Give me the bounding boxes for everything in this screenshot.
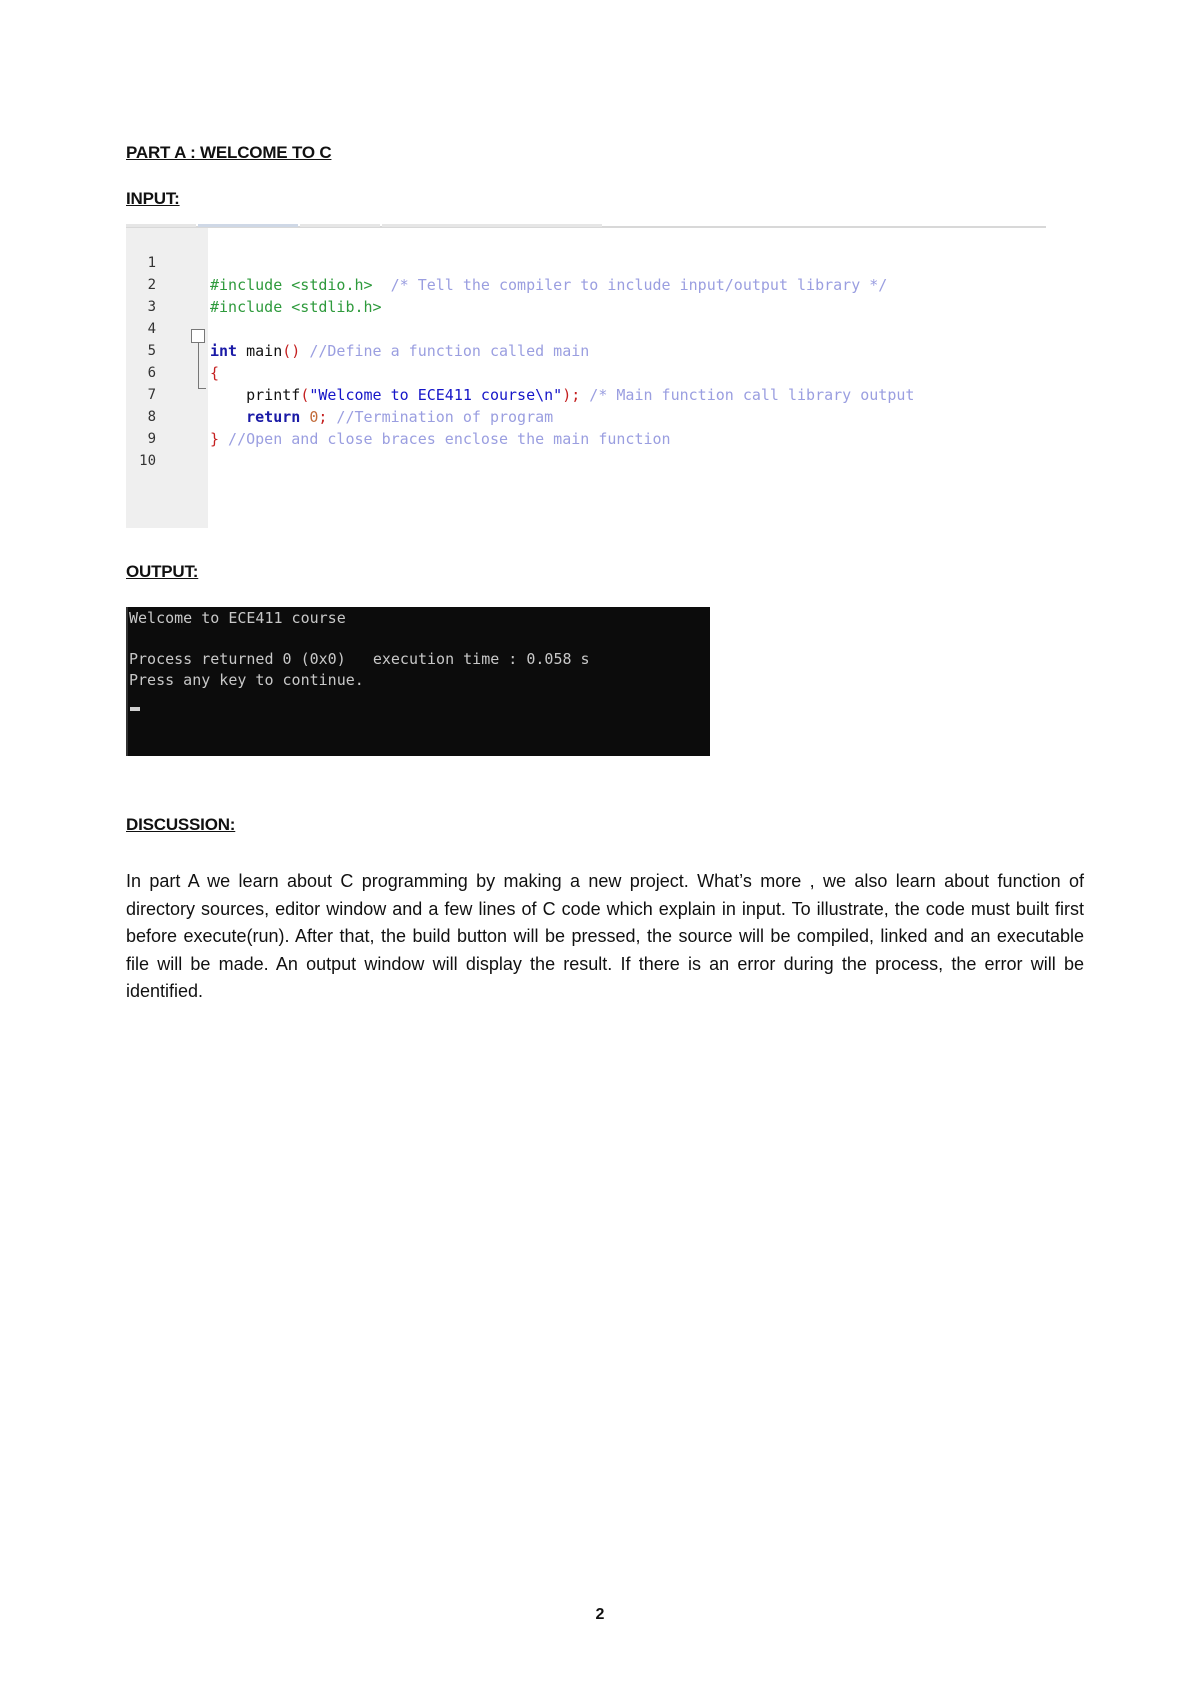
discussion-heading: DISCUSSION: [126, 815, 236, 834]
comment: /* Main function call library output [580, 386, 915, 404]
editor-tab-strip [126, 224, 1046, 228]
line-number: 8 [147, 409, 156, 425]
input-heading: INPUT: [126, 189, 180, 208]
string-literal: "Welcome to ECE411 course\n" [309, 386, 563, 404]
code-line[interactable] [126, 428, 1046, 469]
operator: ( [300, 386, 310, 404]
line-number: 5 [147, 343, 156, 359]
comment: //Termination of program [327, 408, 554, 426]
preprocessor: #include <stdlib.h> [210, 298, 382, 316]
keyword: return [210, 408, 301, 426]
line-number: 1 [147, 255, 156, 271]
line-number: 6 [147, 365, 156, 381]
console-edge [126, 607, 128, 756]
line-number: 3 [147, 299, 156, 315]
number-literal: 0 [300, 408, 319, 426]
operator: { [210, 364, 220, 382]
console-cursor [130, 707, 140, 711]
part-a-heading: PART A : WELCOME TO C [126, 143, 332, 162]
code-line[interactable] [126, 340, 1046, 404]
preprocessor: #include <stdio.h> [210, 276, 373, 294]
operator: ); [562, 386, 581, 404]
line-number: 2 [147, 277, 156, 293]
keyword: int [210, 342, 238, 360]
console-line: Press any key to continue. [129, 671, 364, 689]
code-line[interactable] [126, 296, 1046, 360]
comment: //Open and close braces enclose the main function [219, 430, 671, 448]
discussion-paragraph: In part A we learn about C programming by making a new project. What’s more , we also learn about function of directory sources, editor window and a few lines of C code which explain in input. To illustrate, the code must built first before execute(run). After that, the build button will be pressed, the source will be compiled, linked and an executable file will be made. An output window will display the result. If there is an error during the process, the error will be identified. [126, 871, 1084, 1001]
code-editor[interactable] [126, 226, 1046, 530]
console-window[interactable] [126, 607, 710, 756]
operator: } [210, 430, 220, 448]
console-line: Process returned 0 (0x0) execution time : 0.058 s [129, 650, 590, 668]
operator: () [282, 342, 301, 360]
line-number: 9 [147, 431, 156, 447]
console-line: Welcome to ECE411 course [129, 609, 346, 627]
line-number: 10 [139, 453, 156, 469]
identifier: printf [210, 386, 301, 404]
line-number: 7 [147, 387, 156, 403]
code-line[interactable] [126, 230, 1046, 294]
line-number: 4 [147, 321, 156, 337]
operator: ; [318, 408, 328, 426]
comment: /* Tell the compiler to include input/output library */ [372, 276, 888, 294]
identifier: main [237, 342, 283, 360]
output-heading: OUTPUT: [126, 562, 199, 581]
comment: //Define a function called main [300, 342, 590, 360]
page-number: 2 [595, 1606, 605, 1623]
